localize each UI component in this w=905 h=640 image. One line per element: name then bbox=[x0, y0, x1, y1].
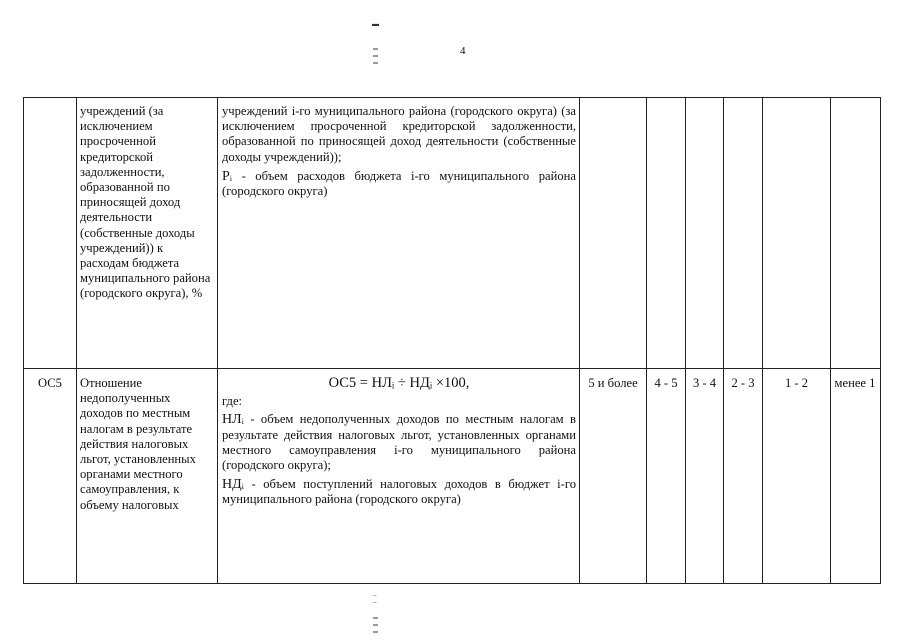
formula-description bbox=[222, 104, 576, 199]
formula: ОС5 = НЛᵢ ÷ НДᵢ ×100, bbox=[328, 375, 470, 391]
description-paragraph bbox=[222, 169, 576, 199]
description-paragraph bbox=[222, 412, 576, 473]
scan-mark-top: ▬ bbox=[372, 20, 379, 28]
indicator-code: ОС5 bbox=[38, 376, 62, 390]
scan-mark-bottom: ‒ ‒ bbox=[373, 591, 377, 606]
formula-symbol: НДᵢ bbox=[222, 477, 244, 493]
score-cell: 2 - 3 bbox=[731, 376, 755, 390]
indicator-name: Отношение недополученных доходов по местным налогам в результате действия налоговых льгот, установленных органами местного самоуправления, к объему налоговых bbox=[80, 376, 196, 512]
symbol-definition: - объем расходов бюджета i-го муниципального района (городского округа) bbox=[222, 168, 576, 199]
indicator-name: учреждений (за исключением просроченной кредиторской задолженности, образованной по приносящей доход деятельности (собственные доходы учреждений)) к расходам бюджета муниципального района (городского округа), % bbox=[80, 104, 211, 301]
description-paragraph bbox=[222, 477, 576, 507]
formula-description bbox=[222, 376, 576, 508]
description-paragraph: учреждений i-го муниципального района (городского округа) (за исключением просроченной кредиторской задолженности, образованной по приносящей доход деятельности (собственные доходы учреждений)); bbox=[222, 104, 576, 164]
score-cell: 1 - 2 bbox=[784, 376, 809, 390]
where-label: где: bbox=[222, 394, 243, 409]
scan-mark-top-2: ═ ═ ═ bbox=[373, 45, 378, 67]
score-cell: 4 - 5 bbox=[654, 376, 678, 390]
page-number: 4 bbox=[460, 45, 466, 57]
formula-symbol: НЛᵢ bbox=[222, 412, 244, 428]
scan-mark-bottom-2: ═ ═ ═ bbox=[373, 614, 378, 636]
score-cell: 3 - 4 bbox=[692, 376, 717, 390]
score-cell: менее 1 bbox=[834, 376, 876, 390]
symbol-definition: - объем поступлений налоговых доходов в бюджет i-го муниципального района (городского округа) bbox=[222, 477, 576, 507]
formula-symbol: Pᵢ bbox=[222, 168, 233, 184]
score-cell: 5 и более bbox=[588, 376, 638, 390]
symbol-definition: - объем недополученных доходов по местным налогам в результате действия налоговых льгот, установленных органами местного самоуправления i-го муниципального района (городского округа); bbox=[222, 412, 576, 473]
